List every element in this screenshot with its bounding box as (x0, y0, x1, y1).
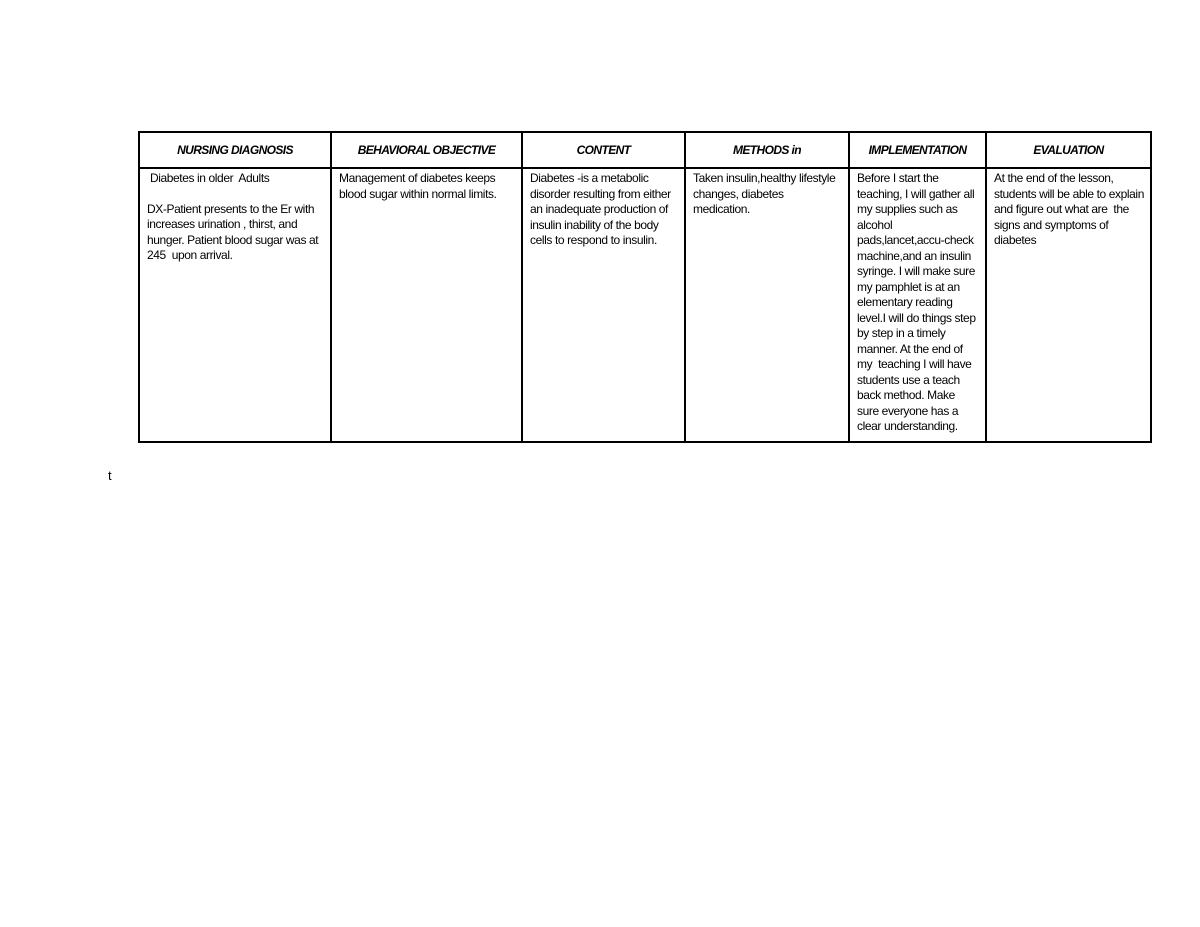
header-evaluation: EVALUATION (986, 132, 1151, 168)
table-row (139, 168, 1151, 442)
table-header-row (139, 132, 1151, 168)
implementation-text: Before I start the teaching, I will gather all my supplies such as alcohol pads,lancet,accu-check machine,and an insulin syringe. I will make sure my pamphlet is at an elementary reading level.I will do things step by step in a timely manner. At the end of my teaching I will have students use a teach back method. Make sure everyone has a clear understanding. (857, 171, 979, 433)
cell-evaluation (986, 168, 1151, 442)
stray-character: t (108, 468, 112, 483)
header-content: CONTENT (522, 132, 685, 168)
diagnosis-detail: DX-Patient presents to the Er with increases urination , thirst, and hunger. Patient blood sugar was at 245 upon arrival. (147, 201, 322, 262)
cell-implementation (849, 168, 986, 442)
header-behavioral-objective: BEHAVIORAL OBJECTIVE (331, 132, 522, 168)
content-text: Diabetes -is a metabolic disorder resulting from either an inadequate production of insulin inability of the body cells to respond to insulin. (530, 171, 674, 247)
header-methods: METHODS in (685, 132, 849, 168)
methods-text: Taken insulin,healthy lifestyle changes, diabetes medication. (693, 171, 839, 216)
diagnosis-title: Diabetes in older Adults (147, 171, 270, 185)
objective-text: Management of diabetes keeps blood sugar within normal limits. (339, 171, 499, 201)
cell-methods (685, 168, 849, 442)
header-nursing-diagnosis: NURSING DIAGNOSIS (139, 132, 331, 168)
evaluation-text: At the end of the lesson, students will be able to explain and figure out what are the signs and symptoms of diabetes (994, 171, 1147, 247)
header-implementation: IMPLEMENTATION (849, 132, 986, 168)
cell-behavioral-objective (331, 168, 522, 442)
teaching-plan-table (138, 131, 1152, 443)
cell-content (522, 168, 685, 442)
cell-nursing-diagnosis (139, 168, 331, 442)
